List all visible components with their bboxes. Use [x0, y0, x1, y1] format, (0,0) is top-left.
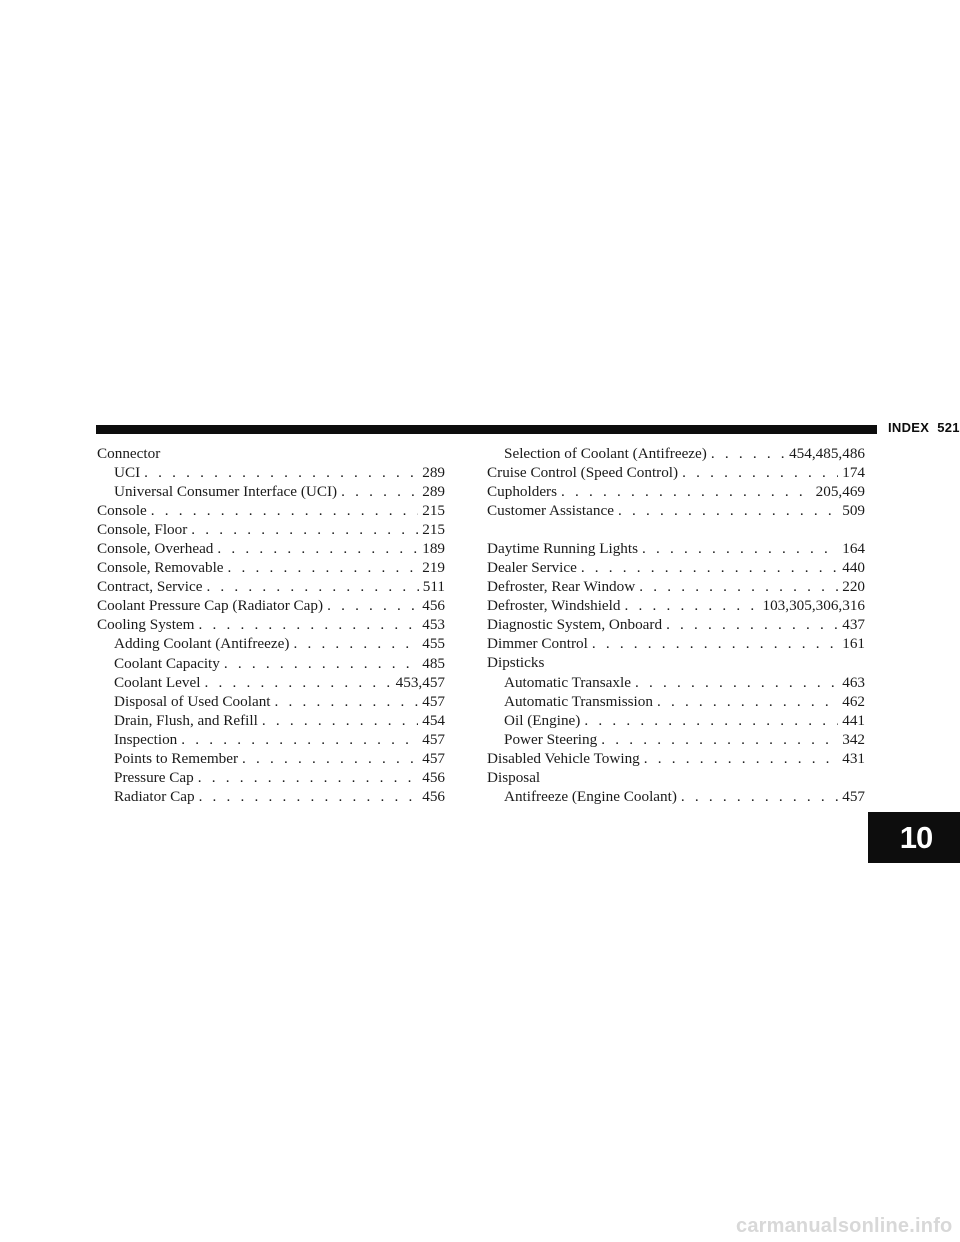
dot-leader — [592, 634, 838, 653]
page-reference[interactable]: 509 — [842, 502, 865, 520]
dot-leader — [204, 673, 391, 692]
page-reference[interactable]: 456 — [422, 768, 445, 786]
entry-label: Coolant Level — [114, 673, 201, 691]
dot-leader — [618, 501, 838, 520]
index-subentry — [97, 787, 445, 806]
page-reference[interactable]: 463 — [842, 673, 865, 691]
entry-label: Points to Remember — [114, 749, 239, 767]
dot-leader — [181, 730, 418, 749]
page-reference[interactable]: 215 — [422, 502, 445, 520]
entry-label: Console, Removable — [97, 559, 224, 577]
page-reference[interactable]: 289 — [422, 464, 445, 482]
index-entry — [487, 596, 865, 615]
entry-label: Power Steering — [504, 730, 598, 748]
page-reference[interactable]: 454 — [422, 711, 445, 729]
index-subentry — [97, 768, 445, 787]
page-reference[interactable]: 455 — [422, 635, 445, 653]
dot-leader — [644, 749, 838, 768]
dot-leader — [262, 711, 418, 730]
dot-leader — [198, 768, 418, 787]
dot-leader — [635, 673, 838, 692]
page-reference[interactable]: 456 — [422, 787, 445, 805]
entry-label: Automatic Transmission — [504, 692, 653, 710]
dot-leader — [228, 558, 419, 577]
dot-leader — [561, 482, 812, 501]
index-subentry — [97, 654, 445, 673]
page-reference[interactable]: 437 — [842, 616, 865, 634]
entry-label: Oil (Engine) — [504, 711, 581, 729]
index-entry — [97, 596, 445, 615]
entry-label: Inspection — [114, 730, 178, 748]
index-entry — [97, 539, 445, 558]
entry-label: Selection of Coolant (Antifreeze) — [504, 445, 707, 462]
page-reference[interactable]: 215 — [422, 521, 445, 539]
index-column-left — [97, 444, 445, 806]
page-reference[interactable]: 220 — [842, 578, 865, 596]
index-subentry — [487, 673, 865, 692]
index-subentry — [97, 673, 445, 692]
entry-label: Customer Assistance — [487, 502, 614, 520]
entry-label: Drain, Flush, and Refill — [114, 711, 258, 729]
dot-leader — [681, 787, 838, 806]
dot-leader — [151, 501, 418, 520]
index-entry — [487, 558, 865, 577]
dot-leader — [642, 539, 838, 558]
header-section: INDEX — [888, 420, 930, 435]
entry-label: Contract, Service — [97, 578, 203, 596]
dot-leader — [242, 749, 418, 768]
page-reference[interactable]: 511 — [422, 578, 445, 596]
page-reference[interactable]: 485 — [422, 654, 445, 672]
index-column-right — [487, 444, 865, 806]
entry-label: Universal Consumer Interface (UCI) — [114, 483, 338, 501]
page-reference[interactable]: 161 — [842, 635, 865, 653]
entry-label: Cupholders — [487, 483, 558, 501]
index-subentry — [97, 463, 445, 482]
index-entry — [487, 539, 865, 558]
entry-label: Dealer Service — [487, 559, 577, 577]
entry-label: Coolant Capacity — [114, 654, 220, 672]
index-entry — [487, 501, 865, 520]
page-reference[interactable]: 457 — [842, 787, 865, 805]
entry-label: Diagnostic System, Onboard — [487, 616, 663, 634]
dot-leader — [275, 692, 419, 711]
index-entry — [97, 444, 445, 463]
page-reference[interactable]: 205,469 — [815, 483, 865, 501]
index-entry — [487, 634, 865, 653]
entry-label: Disposal of Used Coolant — [114, 692, 271, 710]
dot-leader — [198, 615, 418, 634]
entry-label: Antifreeze (Engine Coolant) — [504, 787, 677, 805]
entry-label: Defroster, Rear Window — [487, 578, 636, 596]
index-subentry — [97, 692, 445, 711]
entry-label: Defroster, Windshield — [487, 597, 621, 615]
entry-label: Console — [97, 502, 147, 520]
page-reference[interactable]: 289 — [422, 483, 445, 501]
entry-label: Dimmer Control — [487, 635, 588, 653]
page-reference[interactable]: 441 — [842, 711, 865, 729]
page-reference[interactable]: 457 — [422, 692, 445, 710]
entry-label: Connector — [97, 445, 161, 462]
dot-leader — [206, 577, 418, 596]
entry-label: Pressure Cap — [114, 768, 194, 786]
entry-label: Cruise Control (Speed Control) — [487, 464, 679, 482]
running-header — [888, 420, 960, 435]
dot-leader — [682, 463, 838, 482]
index-subentry — [487, 730, 865, 749]
index-entry — [487, 577, 865, 596]
dot-leader — [327, 596, 418, 615]
page-reference[interactable]: 453,457 — [395, 673, 445, 691]
index-subentry — [487, 444, 865, 463]
index-subentry — [97, 482, 445, 501]
dot-leader — [144, 463, 418, 482]
index-entry — [97, 577, 445, 596]
page-reference[interactable]: 219 — [422, 559, 445, 577]
header-page-number: 521 — [937, 420, 960, 435]
dot-leader — [341, 482, 418, 501]
dot-leader — [666, 615, 838, 634]
index-subentry — [487, 711, 865, 730]
dot-leader — [191, 520, 418, 539]
index-subentry — [97, 730, 445, 749]
dot-leader — [581, 558, 838, 577]
index-entry — [487, 615, 865, 634]
dot-leader — [293, 634, 418, 653]
dot-leader — [639, 577, 838, 596]
entry-label: Daytime Running Lights — [487, 540, 639, 558]
page-reference[interactable]: 342 — [842, 730, 865, 748]
entry-label: Automatic Transaxle — [504, 673, 631, 691]
index-entry — [487, 768, 865, 787]
dot-leader — [601, 730, 838, 749]
index-entry — [97, 615, 445, 634]
entry-label: Radiator Cap — [114, 787, 195, 805]
index-subentry — [487, 692, 865, 711]
page-reference[interactable]: 453 — [422, 616, 445, 634]
page-reference[interactable]: 456 — [422, 597, 445, 615]
index-subentry — [97, 749, 445, 768]
chapter-tab-label: 10 — [899, 819, 933, 855]
dot-leader — [624, 596, 758, 615]
index-entry — [97, 520, 445, 539]
dot-leader — [584, 711, 838, 730]
index-entry — [487, 653, 865, 672]
header-rule — [96, 425, 877, 434]
index-entry — [97, 558, 445, 577]
entry-label: Disabled Vehicle Towing — [487, 749, 640, 767]
index-subentry — [97, 634, 445, 653]
dot-leader — [199, 787, 419, 806]
entry-label: Adding Coolant (Antifreeze) — [114, 635, 290, 653]
page-reference[interactable]: 164 — [842, 540, 865, 558]
index-entry — [487, 463, 865, 482]
page-reference[interactable]: 462 — [842, 692, 865, 710]
entry-label: Console, Floor — [97, 521, 188, 539]
dot-leader — [657, 692, 838, 711]
index-entry — [487, 749, 865, 768]
page-reference[interactable]: 457 — [422, 730, 445, 748]
dot-leader — [224, 654, 418, 673]
index-subentry — [487, 787, 865, 806]
page-reference[interactable]: 454,485,486 — [789, 445, 865, 462]
index-subentry — [97, 711, 445, 730]
index-entry — [487, 482, 865, 501]
dot-leader — [217, 539, 418, 558]
entry-label: Console, Overhead — [97, 540, 214, 558]
page-reference[interactable]: 440 — [842, 559, 865, 577]
chapter-tab[interactable] — [868, 812, 960, 863]
index-entry — [97, 501, 445, 520]
entry-label: Disposal — [487, 768, 541, 786]
entry-label: Dipsticks — [487, 654, 545, 672]
watermark: carmanualsonline.info — [736, 1215, 953, 1237]
page-reference[interactable]: 189 — [422, 540, 445, 558]
entry-label: UCI — [114, 464, 141, 482]
page-reference[interactable]: 431 — [842, 749, 865, 767]
dot-leader — [711, 444, 785, 463]
entry-label: Coolant Pressure Cap (Radiator Cap) — [97, 597, 324, 615]
page-reference[interactable]: 103,305,306,316 — [762, 597, 865, 615]
page-reference[interactable]: 457 — [422, 749, 445, 767]
entry-label: Cooling System — [97, 616, 195, 634]
page-reference[interactable]: 174 — [842, 464, 865, 482]
